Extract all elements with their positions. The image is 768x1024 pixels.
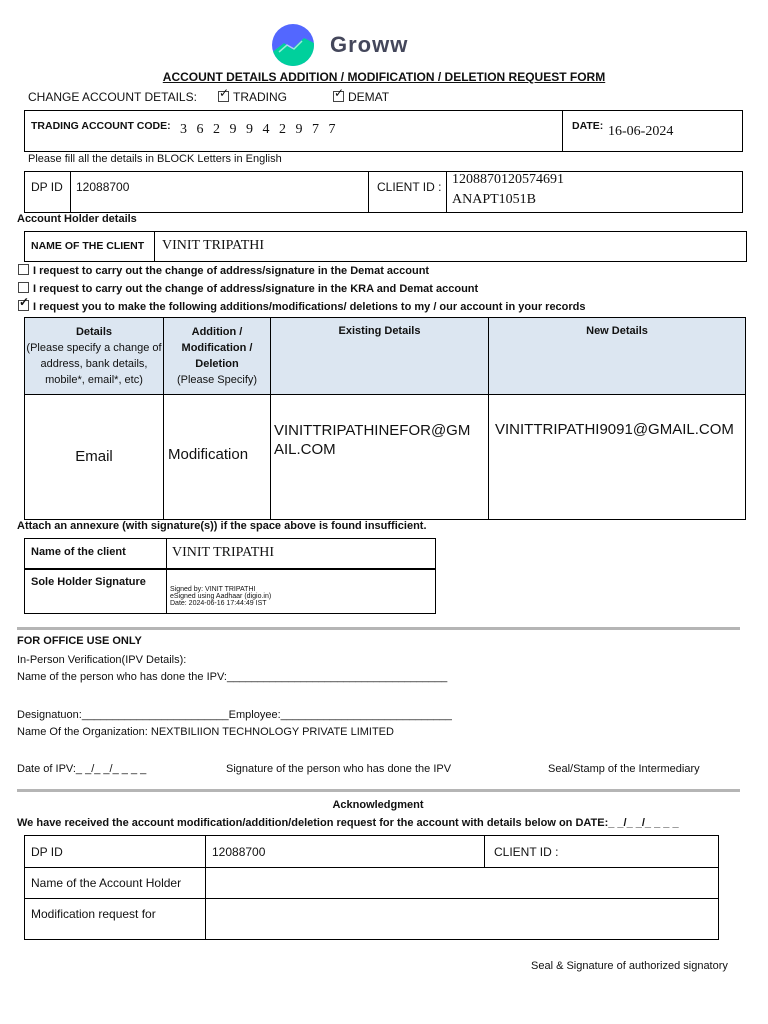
request-1-text: I request to carry out the change of address/signature in the Demat account <box>33 265 430 277</box>
request-3-text: I request you to make the following additions/modifications/ deletions to my / our account in your records <box>33 301 586 313</box>
ack-statement: We have received the account modification/addition/deletion request for the account with details below on DATE:_ _/_ _/_ _ _ _ <box>17 817 679 829</box>
header-details <box>26 324 162 388</box>
trading-code-label: TRADING ACCOUNT CODE: <box>31 120 171 132</box>
date-label: DATE: <box>572 120 604 132</box>
office-seal: Seal/Stamp of the Intermediary <box>548 763 700 775</box>
request-1 <box>18 264 429 277</box>
office-sig-ipv: Signature of the person who has done the IPV <box>226 763 452 775</box>
request-2 <box>18 282 478 295</box>
request-2-text: I request to carry out the change of address/signature in the KRA and Demat account <box>33 283 479 295</box>
ack-footer: Seal & Signature of authorized signatory <box>531 960 728 972</box>
ack-divider <box>17 789 740 792</box>
header-action-sub: (Please Specify) <box>176 374 258 386</box>
row-existing: VINITTRIPATHINEFOR@GMAIL.COM <box>274 422 471 458</box>
groww-logo-icon <box>270 24 316 66</box>
office-organization: Name Of the Organization: NEXTBILIION TECHNOLOGY PRIVATE LIMITED <box>17 726 394 738</box>
client-id-label: CLIENT ID : <box>377 180 442 194</box>
sig-name-label: Name of the client <box>31 546 126 558</box>
sole-holder-label: Sole Holder Signature <box>31 576 146 588</box>
row-new: VINITTRIPATHI9091@GMAIL.COM <box>495 421 734 438</box>
header-details-title: Details <box>75 326 113 338</box>
office-ipv-person: Name of the person who has done the IPV:____________________________________ <box>17 671 448 683</box>
form-title: ACCOUNT DETAILS ADDITION / MODIFICATION / DELETION REQUEST FORM <box>162 70 606 84</box>
office-designation: Designatuon:________________________Employee:____________________________ <box>17 709 452 721</box>
demat-option[interactable] <box>333 90 389 104</box>
ack-holder-label: Name of the Account Holder <box>31 876 182 890</box>
ack-heading: Acknowledgment <box>332 799 424 811</box>
trading-option-label: TRADING <box>233 90 287 104</box>
date-value: 16-06-2024 <box>608 124 674 139</box>
sig-name-value: VINIT TRIPATHI <box>172 545 275 560</box>
esign-line-2: eSigned using Aadhaar (digio.in) <box>170 593 272 600</box>
demat-checkbox[interactable] <box>333 91 344 102</box>
row-action: Modification <box>168 446 249 463</box>
request-3-checkbox[interactable] <box>18 300 29 311</box>
office-heading: FOR OFFICE USE ONLY <box>17 635 142 647</box>
client-name-value: VINIT TRIPATHI <box>162 238 265 253</box>
pan-value: ANAPT1051B <box>452 192 537 207</box>
account-holder-heading: Account Holder details <box>17 213 137 225</box>
office-ipv: In-Person Verification(IPV Details): <box>17 654 187 666</box>
trading-checkbox[interactable] <box>218 91 229 102</box>
trading-option[interactable] <box>218 90 287 104</box>
client-id-value: 1208870120574691 <box>452 172 564 187</box>
request-1-checkbox[interactable] <box>18 264 29 275</box>
esign-stamp <box>170 586 271 607</box>
groww-logo <box>270 24 430 68</box>
header-details-sub: (Please specify a change of address, bank details, mobile*, email*, etc) <box>26 342 162 386</box>
request-2-checkbox[interactable] <box>18 282 29 293</box>
request-3 <box>18 300 586 313</box>
brand-name: Groww <box>330 32 409 57</box>
trading-code-value: 3 6 2 9 9 4 2 9 7 7 <box>180 122 336 137</box>
dp-id-value: 12088700 <box>76 180 130 194</box>
change-account-label: CHANGE ACCOUNT DETAILS: <box>28 90 197 104</box>
esign-line-1: Signed by: VINIT TRIPATHI <box>170 586 256 593</box>
header-existing: Existing Details <box>338 325 421 337</box>
ack-client-id-label: CLIENT ID : <box>494 845 559 859</box>
ack-dp-id-label: DP ID <box>31 845 63 859</box>
demat-option-label: DEMAT <box>348 90 390 104</box>
annexure-note: Attach an annexure (with signature(s)) if the space above is found insufficient. <box>17 520 427 532</box>
office-date-ipv: Date of IPV:_ _/_ _/_ _ _ _ <box>17 763 147 775</box>
header-action <box>166 324 268 388</box>
header-new: New Details <box>586 325 648 337</box>
office-divider <box>17 627 740 630</box>
block-letters-note: Please fill all the details in BLOCK Letters in English <box>28 153 282 165</box>
row-detail: Email <box>75 448 113 465</box>
ack-modification-label: Modification request for <box>31 907 156 921</box>
client-name-label: NAME OF THE CLIENT <box>31 240 145 252</box>
esign-line-3: Date: 2024-06-16 17:44:49 IST <box>170 600 267 607</box>
dp-id-label: DP ID <box>31 180 63 194</box>
ack-dp-id-value: 12088700 <box>212 845 266 859</box>
header-action-title: Addition / Modification / Deletion <box>181 326 253 370</box>
